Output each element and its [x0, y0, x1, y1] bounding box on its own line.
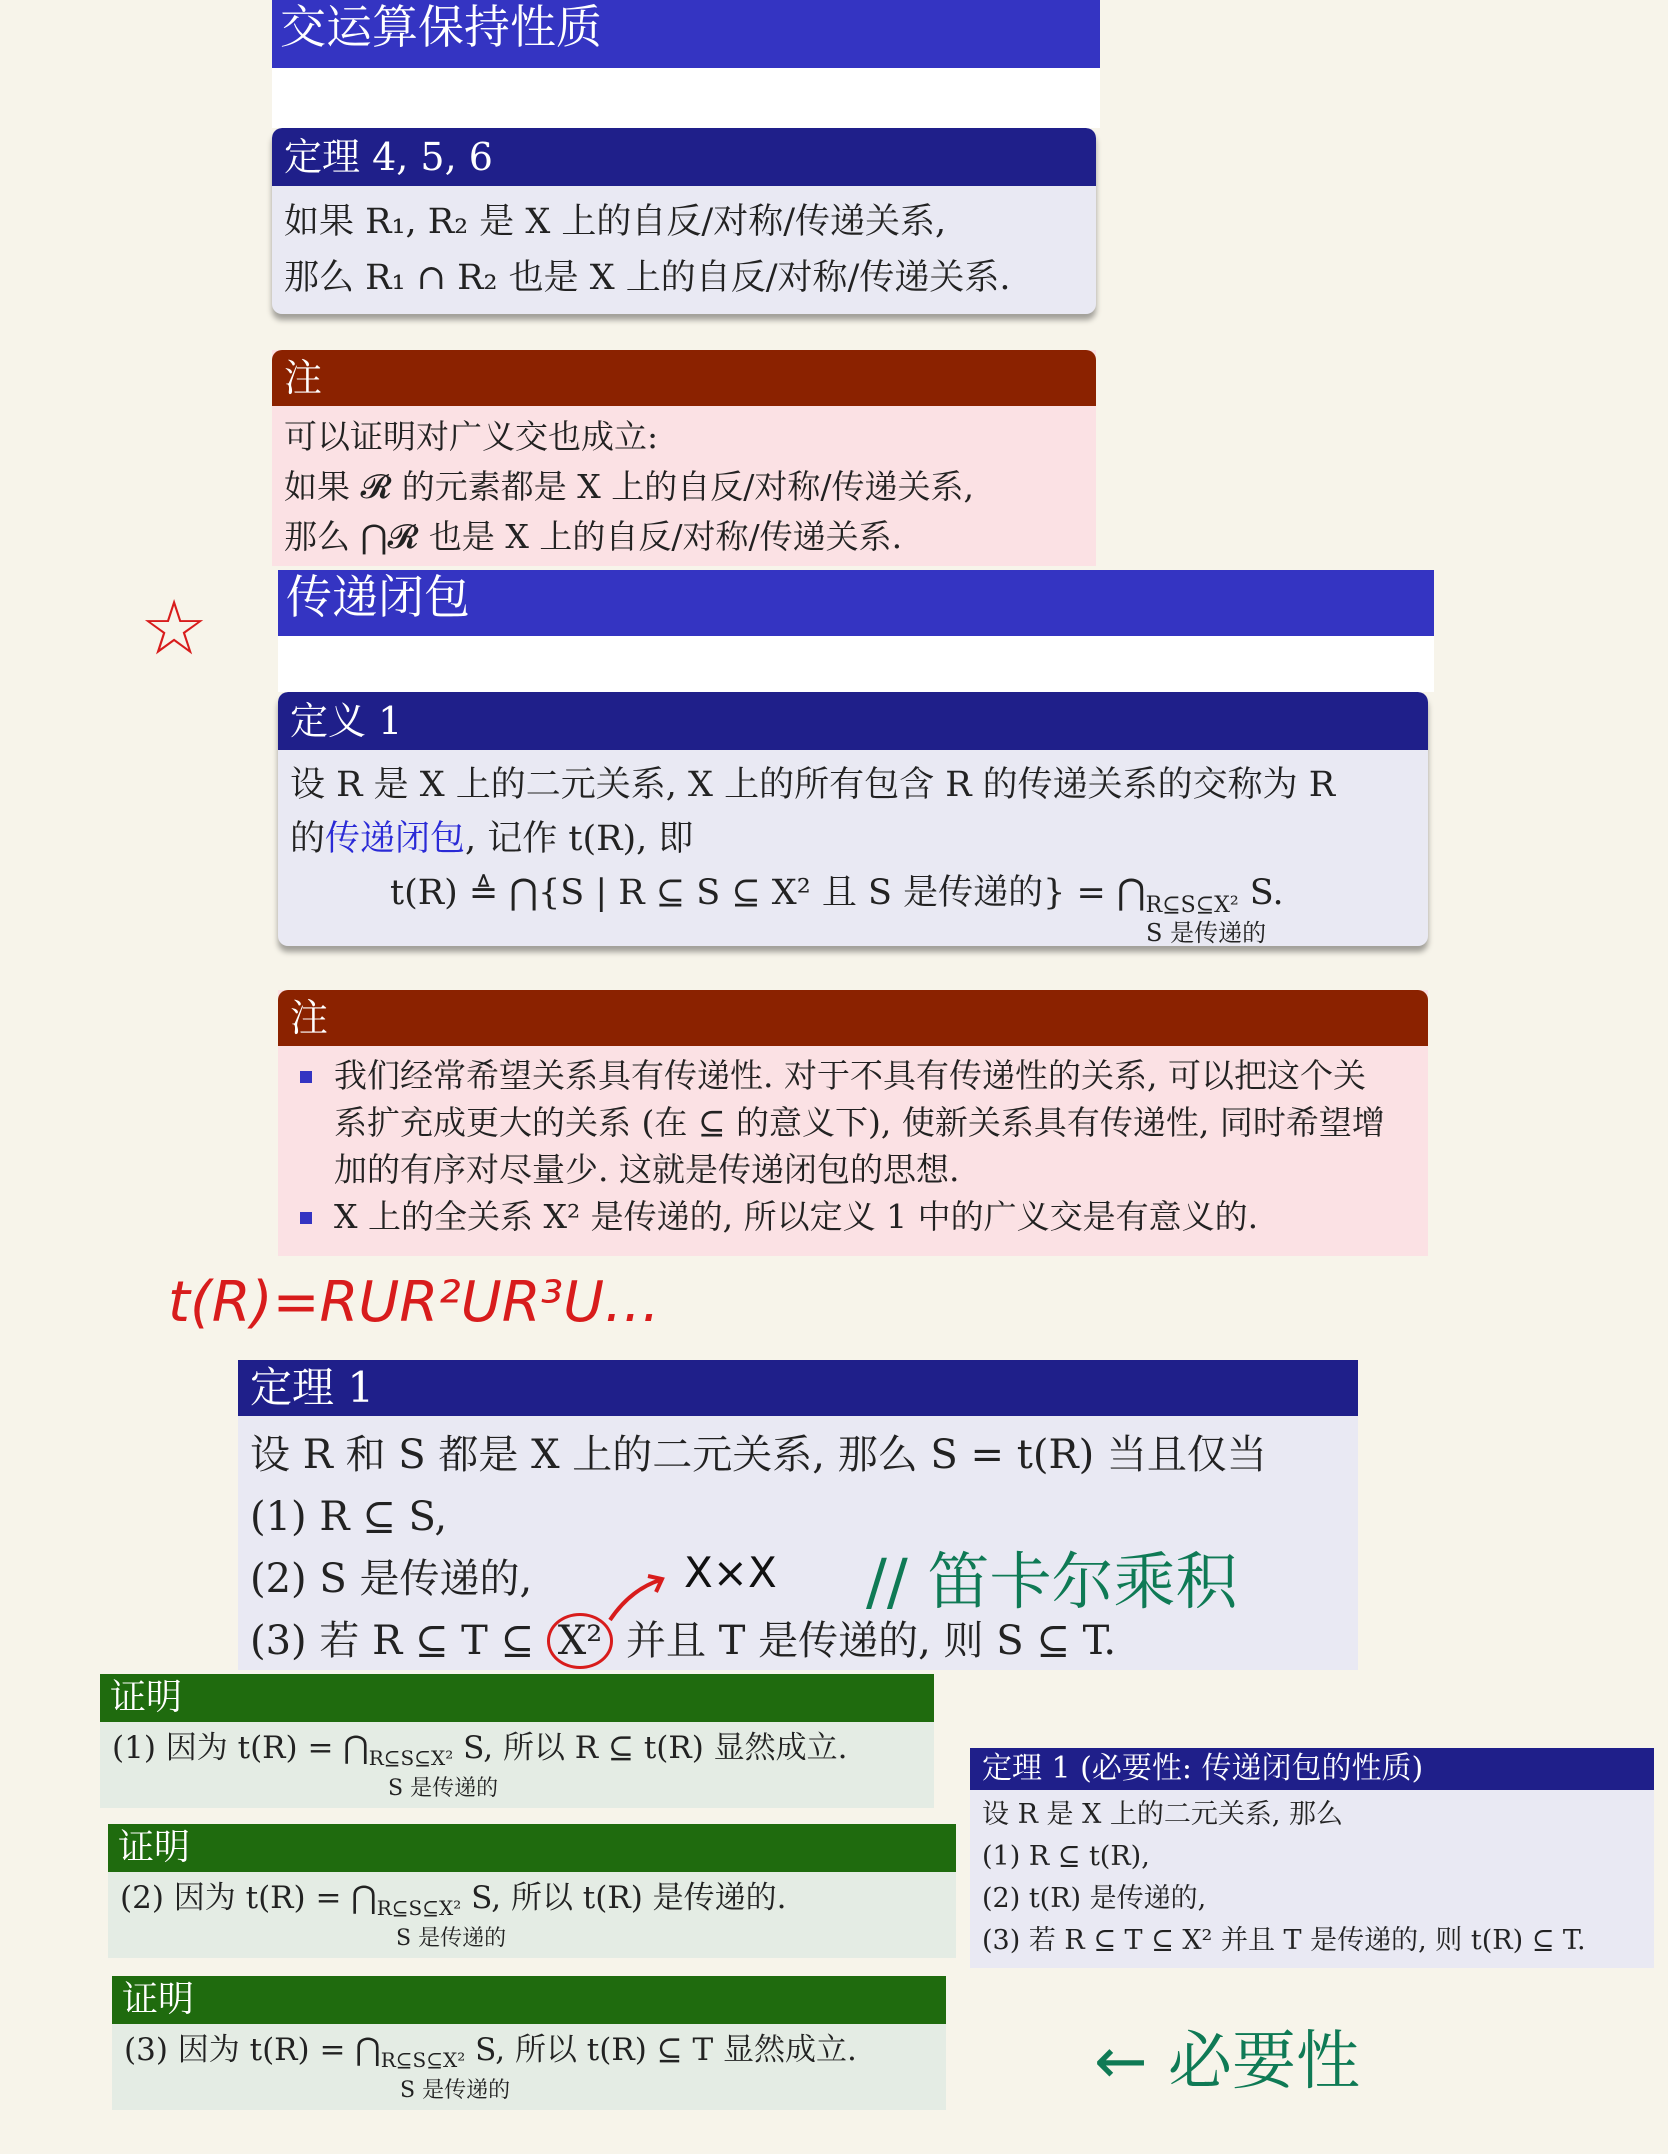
definition-1-line2: [290, 812, 1416, 866]
proof-3-under: S 是传递的: [400, 2078, 511, 2104]
proof-2-end: S, 所以 t(R) 是传递的.: [471, 1880, 787, 1916]
theorem-456-block: [272, 128, 1096, 314]
formula-main: t(R) ≜ ⋂{S | R ⊆ S ⊆ X² 且 S 是传递的} = ⋂: [390, 873, 1146, 913]
formula-under: S 是传递的: [1146, 919, 1267, 946]
note-2-header: 注: [278, 990, 1428, 1046]
theorem-1-line3: (2) S 是传递的,: [250, 1556, 533, 1602]
definition-1-line2-post: , 记作 t(R), 即: [465, 819, 694, 859]
theorem-1-necessity-line4: (3) 若 R ⊆ T ⊆ X² 并且 T 是传递的, 则 t(R) ⊆ T.: [982, 1925, 1586, 1956]
x-times-x-annotation: X×X: [684, 1548, 777, 1597]
theorem-456-header: 定理 4, 5, 6: [272, 128, 1096, 186]
proof-2-under: S 是传递的: [396, 1926, 507, 1952]
note-2-bullet-2: [278, 1193, 1416, 1240]
definition-1-header: 定义 1: [278, 692, 1428, 750]
definition-1-line1: 设 R 是 X 上的二元关系, X 上的所有包含 R 的传递关系的交称为 R: [290, 765, 1336, 805]
theorem-456-line2: 那么 R₁ ∩ R₂ 也是 X 上的自反/对称/传递关系.: [284, 258, 1011, 298]
note-2-bullet-1: [278, 1052, 1416, 1193]
theorem-456-line1: 如果 R₁, R₂ 是 X 上的自反/对称/传递关系,: [284, 202, 947, 242]
note-2-bullet-1-line2: 系扩充成更大的关系 (在 ⊆ 的意义下), 使新关系具有传递性, 同时希望增: [334, 1103, 1385, 1142]
arrow-annotation-icon: [600, 1570, 680, 1630]
bullet-square-icon: [300, 1071, 312, 1083]
theorem-1-line4-pre: (3) 若 R ⊆ T ⊆: [250, 1618, 535, 1664]
title-gap-2: [278, 636, 1434, 692]
section-title-2: [278, 570, 1434, 636]
note-1-line3: 那么 ⋂𝓡 也是 X 上的自反/对称/传递关系.: [284, 517, 903, 556]
note-1-line2: 如果 𝓡 的元素都是 X 上的自反/对称/传递关系,: [284, 467, 975, 506]
formula-end: S.: [1249, 873, 1284, 913]
theorem-1-header: 定理 1: [238, 1360, 1358, 1416]
handwritten-closure-formula: t(R)=RUR²UR³U…: [168, 1270, 661, 1335]
transitive-closure-term: 传递闭包: [325, 819, 466, 859]
definition-1-block: [278, 692, 1428, 946]
note-2-bullet-1-line3: 加的有序对尽量少. 这就是传递闭包的思想.: [334, 1150, 960, 1189]
proof-2-text: (2) 因为 t(R) = ⋂: [120, 1880, 377, 1916]
note-2-bullet-2-text: X 上的全关系 X² 是传递的, 所以定义 1 中的广义交是有意义的.: [334, 1197, 1259, 1236]
proof-3-body: [112, 2024, 946, 2108]
proof-1-sub: R⊆S⊆X²: [368, 1746, 454, 1771]
proof-1-under: S 是传递的: [388, 1776, 499, 1802]
formula-subscript: R⊆S⊆X²: [1145, 893, 1239, 918]
section-title-1: [272, 0, 1100, 68]
bullet-square-icon: [300, 1212, 312, 1224]
theorem-456-body: [272, 186, 1096, 314]
proof-2-header: 证明: [108, 1824, 956, 1872]
proof-2-body: [108, 1872, 956, 1956]
theorem-1-necessity-header: 定理 1 (必要性: 传递闭包的性质): [970, 1748, 1654, 1790]
proof-1-header: 证明: [100, 1674, 934, 1722]
theorem-1-necessity-body: [970, 1790, 1654, 1968]
proof-1-line: [112, 1728, 922, 1778]
proof-1-block: [100, 1674, 934, 1808]
note-1-body: [272, 406, 1096, 566]
definition-1-body: [278, 750, 1428, 946]
definition-1-line2-pre: 的: [290, 819, 326, 859]
theorem-1-line2: (1) R ⊆ S,: [250, 1494, 448, 1540]
proof-3-block: [112, 1976, 946, 2110]
note-1-line1: 可以证明对广义交也成立:: [284, 417, 659, 456]
proof-3-line: [124, 2030, 934, 2080]
proof-3-sub: R⊆S⊆X²: [380, 2048, 466, 2073]
theorem-1-necessity-line2: (1) R ⊆ t(R),: [982, 1841, 1150, 1872]
proof-2-line: [120, 1878, 944, 1928]
note-2-body: [278, 1046, 1428, 1246]
proof-2-block: [108, 1824, 956, 1958]
circled-x-squared: X²: [547, 1613, 614, 1669]
proof-1-text: (1) 因为 t(R) = ⋂: [112, 1730, 369, 1766]
proof-3-text: (3) 因为 t(R) = ⋂: [124, 2032, 381, 2068]
cartesian-product-annotation: // 笛卡尔乘积: [866, 1545, 1238, 1618]
proof-3-end: S, 所以 t(R) ⊆ T 显然成立.: [475, 2032, 857, 2068]
proof-1-end: S, 所以 R ⊆ t(R) 显然成立.: [463, 1730, 848, 1766]
section-title-2-text: 传递闭包: [286, 570, 470, 624]
note-2-bullet-1-line1: 我们经常希望关系具有传递性. 对于不具有传递性的关系, 可以把这个关: [334, 1056, 1366, 1095]
note-1-block: [272, 350, 1096, 566]
theorem-1-line1: 设 R 和 S 都是 X 上的二元关系, 那么 S = t(R) 当且仅当: [250, 1432, 1267, 1478]
necessity-annotation: ← 必要性: [1094, 2025, 1360, 2099]
theorem-1-block: [238, 1360, 1358, 1670]
title-gap-1: [272, 68, 1100, 128]
theorem-1-line4-post: 并且 T 是传递的, 则 S ⊆ T.: [626, 1618, 1117, 1664]
theorem-1-necessity-line3: (2) t(R) 是传递的,: [982, 1883, 1207, 1914]
proof-2-sub: R⊆S⊆X²: [376, 1896, 462, 1921]
proof-1-body: [100, 1722, 934, 1806]
proof-3-header: 证明: [112, 1976, 946, 2024]
star-annotation: ☆: [140, 583, 209, 672]
theorem-1-necessity-block: [970, 1748, 1654, 1968]
note-2-block: [278, 990, 1428, 1256]
note-1-header: 注: [272, 350, 1096, 406]
theorem-1-necessity-line1: 设 R 是 X 上的二元关系, 那么: [982, 1799, 1344, 1830]
section-title-1-text: 交运算保持性质: [280, 0, 602, 54]
note-2-bullet-1-text: [334, 1052, 1385, 1193]
